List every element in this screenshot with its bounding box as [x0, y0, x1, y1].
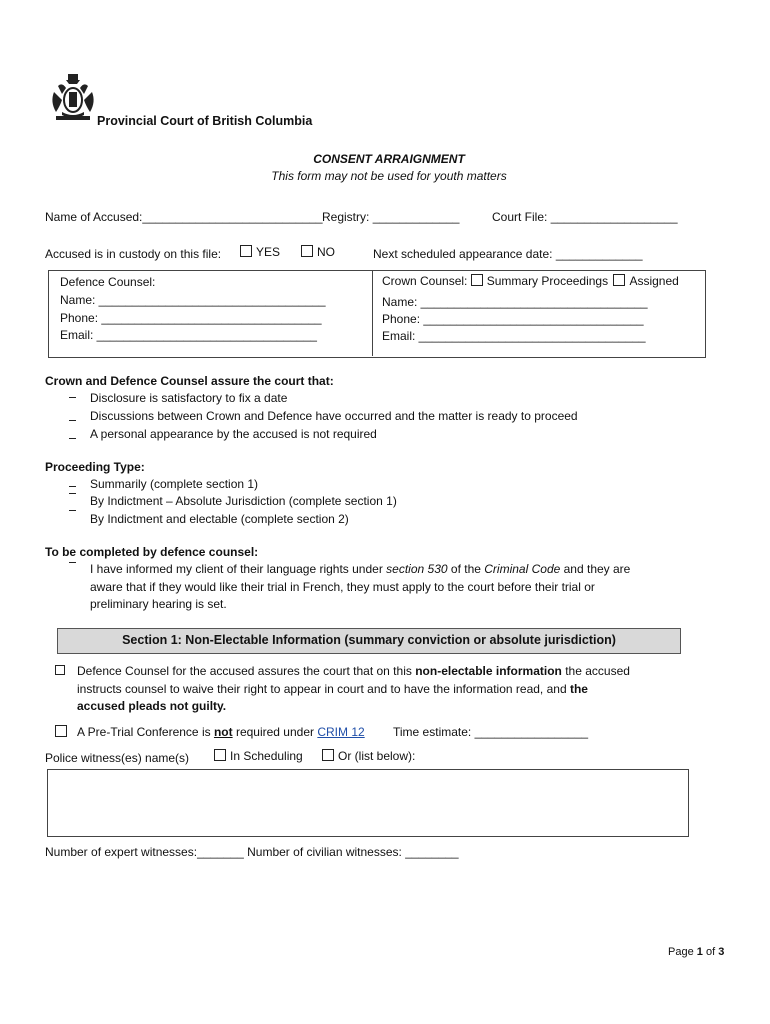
in-scheduling-label: In Scheduling [230, 749, 303, 763]
custody-yes-option[interactable] [240, 245, 280, 259]
yes-checkbox[interactable] [240, 245, 252, 257]
form-subtitle: This form may not be used for youth matters [271, 169, 507, 183]
court-file-line: ___________________ [550, 210, 678, 224]
coat-of-arms-icon [48, 72, 98, 124]
non-electable-text-a: Defence Counsel for the accused assures the court that on this [77, 664, 416, 678]
assurance-item-1: Disclosure is satisfactory to fix a date [90, 391, 288, 405]
police-witness-textarea[interactable] [47, 769, 689, 837]
name-of-accused-line: ___________________________ [142, 210, 323, 224]
counsel-divider [372, 270, 373, 356]
or-list-label: Or (list below): [338, 749, 416, 763]
assurance-checkbox-3[interactable] [69, 438, 76, 439]
crown-counsel-row [382, 274, 679, 288]
proceeding-heading: Proceeding Type: [45, 460, 145, 474]
non-electable-text-c: the accused [561, 664, 630, 678]
in-scheduling-option[interactable] [214, 749, 303, 763]
section-1-title: Section 1: Non-Electable Information (summary conviction or absolute jurisdiction) [122, 633, 616, 647]
proceeding-checkbox-1[interactable] [69, 486, 76, 487]
registry-field[interactable] [322, 210, 459, 224]
page-total: 3 [718, 946, 725, 958]
name-of-accused-field[interactable] [45, 210, 323, 224]
non-electable-line-3: accused pleads not guilty. [77, 699, 227, 713]
time-estimate-label: Time estimate: [393, 725, 472, 739]
registry-label: Registry: [322, 210, 370, 224]
assigned-label: Assigned [629, 274, 679, 288]
form-title: CONSENT ARRAIGNMENT [313, 152, 465, 166]
proceeding-item-2: By Indictment – Absolute Jurisdiction (complete section 1) [90, 494, 397, 508]
non-electable-text-d: instructs counsel to waive their right to appear in court and to have the information read, and [77, 682, 570, 696]
language-rights-line-1 [90, 562, 630, 576]
proceeding-checkbox-3[interactable] [69, 510, 76, 511]
time-estimate-field[interactable] [393, 725, 588, 739]
next-appearance-label: Next scheduled appearance date: [373, 247, 553, 261]
criminal-code-ref: Criminal Code [484, 562, 561, 576]
police-witness-label: Police witness(es) name(s) [45, 751, 190, 765]
section-530-ref: section 530 [386, 562, 448, 576]
civilian-witnesses-label: Number of civilian witnesses: [247, 845, 402, 859]
assigned-checkbox[interactable] [613, 274, 625, 286]
non-electable-text-e: the [569, 682, 588, 696]
custody-label: Accused is in custody on this file: [45, 247, 222, 261]
or-list-checkbox[interactable] [322, 749, 334, 761]
name-of-accused-label: Name of Accused: [45, 210, 143, 224]
crown-email-field[interactable]: Email: __________________________________ [382, 329, 646, 343]
ptc-text-not: not [213, 725, 233, 739]
expert-witnesses-label: Number of expert witnesses: [45, 845, 198, 859]
assurance-checkbox-2[interactable] [69, 420, 76, 421]
crown-phone-field[interactable]: Phone: _________________________________ [382, 312, 644, 326]
language-text-e: and they are [560, 562, 631, 576]
defence-name-field[interactable]: Name: __________________________________ [60, 293, 326, 307]
non-electable-line-1 [77, 664, 630, 678]
page-word: Page [668, 946, 694, 958]
page-of: of [705, 946, 716, 958]
crown-name-field[interactable]: Name: __________________________________ [382, 295, 648, 309]
yes-label: YES [256, 245, 281, 259]
assurance-item-2: Discussions between Crown and Defence have occurred and the matter is ready to proceed [90, 409, 578, 423]
court-file-field[interactable] [492, 210, 678, 224]
no-checkbox[interactable] [301, 245, 313, 257]
expert-witnesses-field[interactable]: _______ [197, 845, 244, 859]
in-scheduling-checkbox[interactable] [214, 749, 226, 761]
registry-line: _____________ [372, 210, 460, 224]
next-appearance-line: _____________ [555, 247, 643, 261]
civilian-witnesses-field[interactable]: ________ [405, 845, 459, 859]
language-rights-line-2: aware that if they would like their trial in French, they must apply to the court before their trial or [90, 580, 595, 594]
page-number [668, 946, 724, 958]
proceeding-checkbox-2[interactable] [69, 493, 76, 494]
summary-proceedings-label: Summary Proceedings [486, 274, 609, 288]
proceeding-item-1: Summarily (complete section 1) [90, 477, 259, 491]
language-text-a: I have informed my client of their language rights under [90, 562, 387, 576]
no-label: NO [317, 245, 335, 259]
ptc-text-a: A Pre-Trial Conference is [77, 725, 214, 739]
language-rights-line-3: preliminary hearing is set. [90, 597, 227, 611]
time-estimate-line: _________________ [474, 725, 589, 739]
pre-trial-conference-checkbox[interactable] [55, 725, 67, 737]
summary-proceedings-checkbox[interactable] [471, 274, 483, 286]
defence-completion-heading: To be completed by defence counsel: [45, 545, 259, 559]
next-appearance-field[interactable] [373, 247, 643, 261]
non-electable-line-2 [77, 682, 588, 696]
crim-12-link[interactable]: CRIM 12 [317, 725, 365, 739]
court-name: Provincial Court of British Columbia [97, 114, 313, 128]
crown-counsel-title: Crown Counsel: [382, 274, 468, 288]
non-electable-text-b: non-electable information [415, 664, 562, 678]
assurance-item-3: A personal appearance by the accused is not required [90, 427, 377, 441]
ptc-text-c: required under [232, 725, 318, 739]
custody-no-option[interactable] [301, 245, 335, 259]
defence-email-field[interactable]: Email: _________________________________ [60, 328, 317, 342]
witness-counts-line [45, 845, 459, 859]
page-current: 1 [696, 946, 703, 958]
non-electable-assurance-checkbox[interactable] [55, 665, 65, 675]
or-list-option[interactable] [322, 749, 415, 763]
language-rights-checkbox[interactable] [69, 562, 76, 563]
assurance-checkbox-1[interactable] [69, 397, 76, 398]
language-text-c: of the [447, 562, 485, 576]
proceeding-item-3: By Indictment and electable (complete section 2) [90, 512, 349, 526]
defence-counsel-title: Defence Counsel: [60, 275, 156, 289]
defence-phone-field[interactable]: Phone: _________________________________ [60, 311, 322, 325]
court-file-label: Court File: [492, 210, 548, 224]
pre-trial-conference-line [77, 725, 365, 739]
assurance-heading: Crown and Defence Counsel assure the court that: [45, 374, 334, 388]
